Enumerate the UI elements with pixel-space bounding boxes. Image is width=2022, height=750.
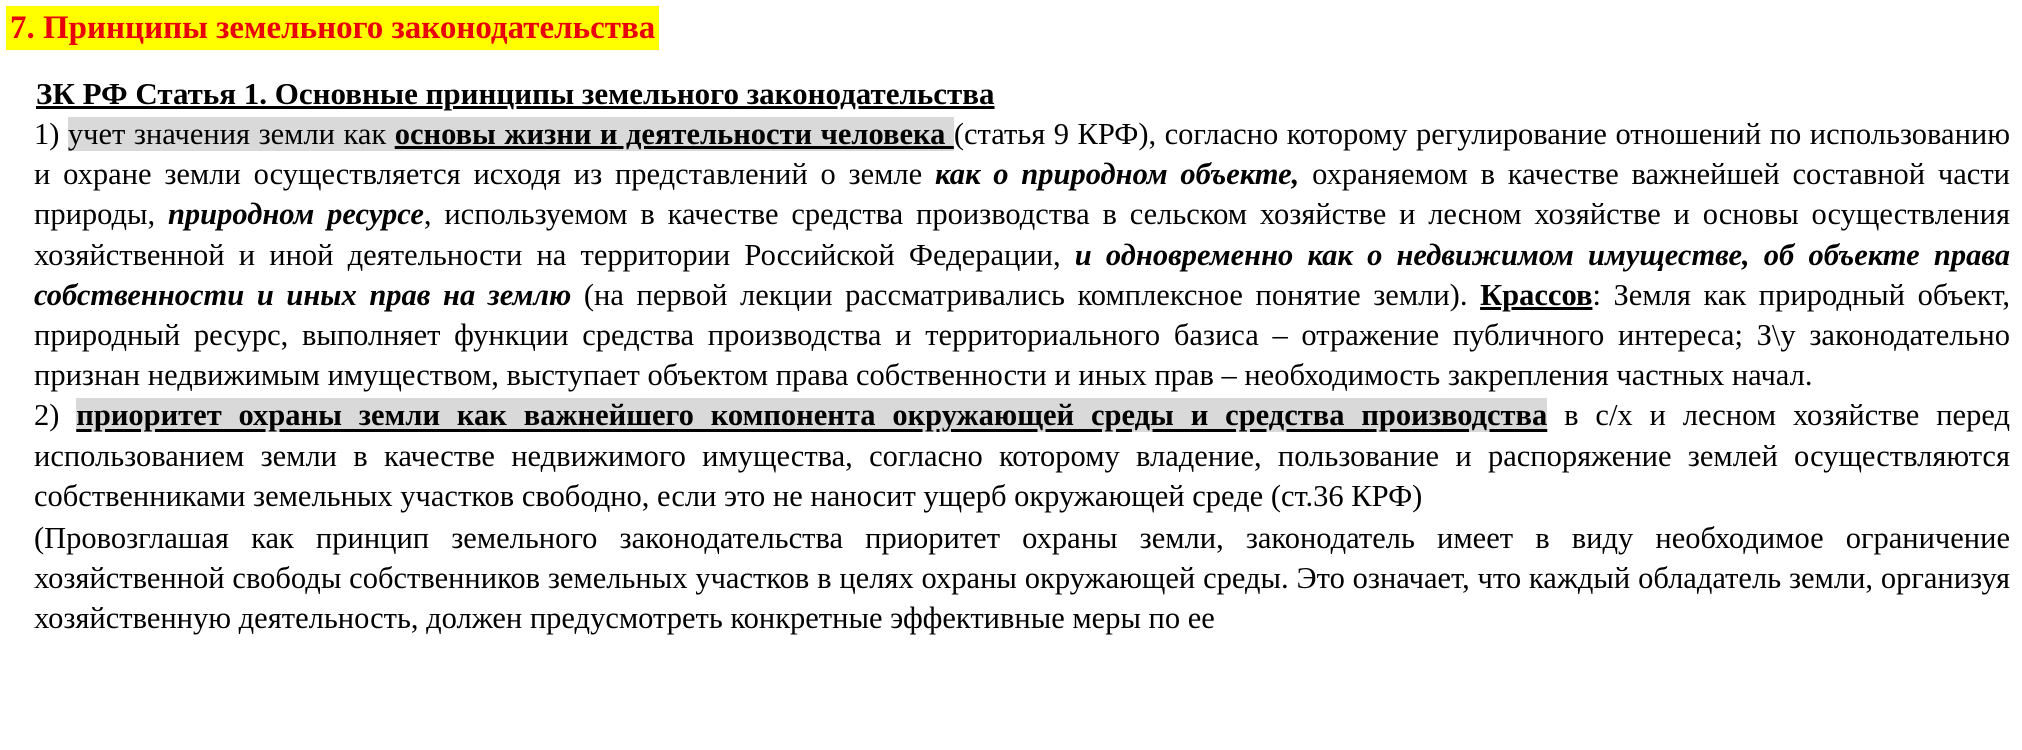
p1-text-3: , используемом в качестве средства производства в сельском хозяйстве и лесном хозяйстве и основы осуществления хозяйственной и иной деятельности на территории Российской Федерации, bbox=[34, 197, 2010, 272]
p1-number: 1) bbox=[34, 117, 68, 151]
paragraph-1 bbox=[34, 114, 2010, 395]
p1-key-phrase: основы жизни и деятельности человека bbox=[394, 117, 954, 151]
p1-author: Крассов bbox=[1480, 277, 1593, 312]
paragraph-2 bbox=[34, 395, 2010, 516]
p1-lead: учет значения земли как bbox=[67, 117, 395, 151]
p1-natural-resource: природном ресурсе bbox=[167, 197, 424, 232]
paragraph-3: (Провозглашая как принцип земельного законодательства приоритет охраны земли, законодатель имеет в виду необходимое ограничение хозяйственной свободы собственников земельных участков в целях охраны окружающей среды. Это означает, что каждый обладатель земли, организуя хозяйственную деятельность, должен предусмотреть конкретные эффективные меры по ее bbox=[34, 521, 2010, 636]
p1-real-estate: и одновременно как о недвижимом имуществе, об объекте права собственности и иных прав на землю bbox=[34, 237, 2010, 312]
p1-text-4: (на первой лекции рассматривались комплексное понятие земли). bbox=[571, 277, 1481, 312]
p2-key-phrase: приоритет охраны земли как важнейшего компонента окружающей среды и средства производства bbox=[76, 398, 1548, 433]
p1-highlight bbox=[68, 117, 954, 151]
p1-text-5: : Земля как природный объект, природный ресурс, выполняет функции средства производства и территориального базиса – отражение публичного интереса; З\у законодательно признан недвижимым имуществом, выступает объектом права собственности и иных прав – необходимость закрепления частных начал. bbox=[34, 277, 2010, 393]
document-body bbox=[34, 114, 2010, 639]
p1-text: (статья 9 КРФ), согласно которому регулирование отношений по использованию и охране земли осуществляется исходя из представлений о земле bbox=[34, 117, 2011, 192]
section-heading: 7. Принципы земельного законодательства bbox=[6, 6, 659, 50]
p2-number: 2) bbox=[34, 398, 77, 433]
article-title: ЗК РФ Статья 1. Основные принципы земельного законодательства bbox=[36, 76, 995, 111]
p2-text: в с/х и лесном хозяйстве перед использованием земли в качестве недвижимого имущества, согласно которому владение, пользование и распоряжение землей осуществляются собственниками земельных участков свободно, если это не наносит ущерб окружающей среде (ст.36 КРФ) bbox=[34, 398, 2010, 513]
p1-natural-object: как о природном объекте, bbox=[935, 157, 1300, 192]
p1-text-2: охраняемом в качестве важнейшей составной части природы, bbox=[34, 157, 2010, 232]
